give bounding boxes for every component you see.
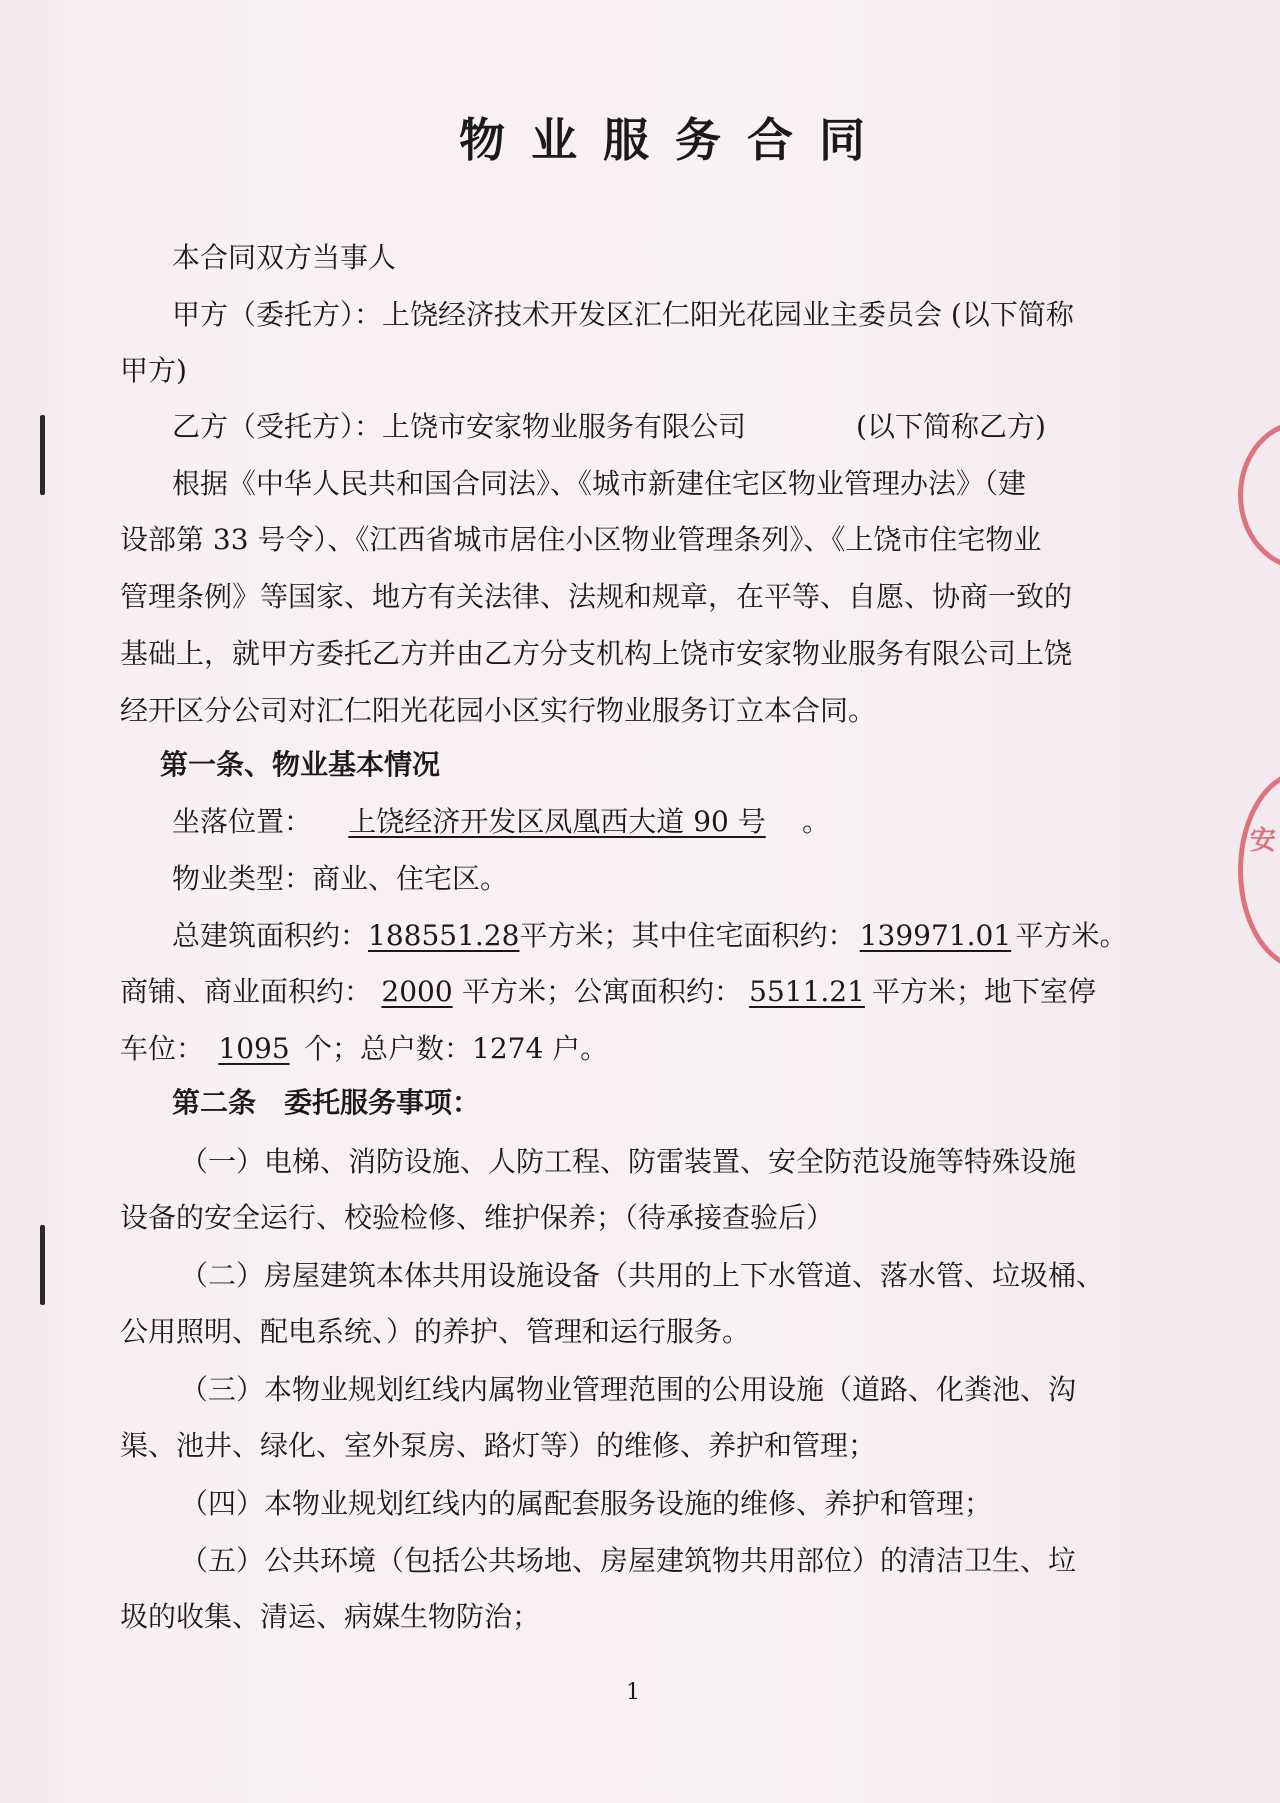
apartment-area-value: 5511.21 bbox=[749, 975, 865, 1008]
location-label: 坐落位置： bbox=[172, 805, 313, 838]
item-3-line-1: （三）本物业规划红线内属物业管理范围的公用设施（道路、化粪池、沟 bbox=[180, 1373, 1077, 1406]
item-1-line-1: （一）电梯、消防设施、人防工程、防雷装置、安全防范设施等特殊设施 bbox=[180, 1145, 1077, 1178]
seal-stamp bbox=[1238, 420, 1280, 570]
location-line: 坐落位置： 上饶经济开发区凤凰西大道 90 号 。 bbox=[172, 802, 830, 842]
item-2-line-2: 公用照明、配电系统、）的养护、管理和运行服务。 bbox=[120, 1315, 751, 1348]
basis-line-2: 设部第 33 号令）、《江西省城市居住小区物业管理条列》、《上饶市住宅物业 bbox=[120, 523, 1042, 556]
total-area-value: 188551.28 bbox=[368, 919, 520, 952]
basis-line-4: 基础上，就甲方委托乙方并由乙方分支机构上饶市安家物业服务有限公司上饶 bbox=[120, 637, 1073, 670]
parking-value: 1095 bbox=[218, 1032, 290, 1065]
item-3-line-2: 渠、池井、绿化、室外泵房、路灯等）的维修、养护和管理； bbox=[120, 1429, 877, 1462]
item-5-line-1: （五）公共环境（包括公共场地、房屋建筑物共用部位）的清洁卫生、垃 bbox=[180, 1544, 1077, 1577]
parties-heading: 本合同双方当事人 bbox=[172, 241, 397, 274]
party-a-line-2: 甲方) bbox=[120, 354, 187, 387]
party-b-line bbox=[172, 407, 1046, 447]
page-title: 物业服务合同 bbox=[459, 113, 891, 167]
party-a-line-1: 甲方（委托方）：上饶经济技术开发区汇仁阳光花园业主委员会 (以下简称 bbox=[172, 298, 1074, 331]
seal-stamp bbox=[1238, 770, 1280, 970]
area-line-3: 车位： 1095 个；总户数：1274 户。 bbox=[120, 1029, 608, 1069]
item-2-line-1: （二）房屋建筑本体共用设施设备（共用的上下水管道、落水管、垃圾桶、 bbox=[180, 1259, 1105, 1292]
party-b-text: 乙方（受托方）：上饶市安家物业服务有限公司 bbox=[172, 410, 747, 443]
residential-area-value: 139971.01 bbox=[859, 919, 1012, 952]
party-b-short-name: (以下简称乙方) bbox=[856, 410, 1046, 443]
property-type-line: 物业类型：商业、住宅区。 bbox=[172, 862, 509, 895]
basis-line-5: 经开区分公司对汇仁阳光花园小区实行物业服务订立本合同。 bbox=[120, 694, 877, 727]
item-5-line-2: 圾的收集、清运、病媒生物防治； bbox=[120, 1600, 541, 1633]
basis-line-3: 管理条例》等国家、地方有关法律、法规和规章，在平等、自愿、协商一致的 bbox=[120, 580, 1073, 613]
binding-staple-mark bbox=[40, 415, 45, 495]
seal-stamp-text: 安 bbox=[1250, 826, 1277, 856]
basis-line-1: 根据《中华人民共和国合同法》、《城市新建住宅区物业管理办法》（建 bbox=[172, 467, 1027, 500]
area-line-1: 总建筑面积约：188551.28平方米；其中住宅面积约： 139971.01 平方米。 bbox=[172, 916, 1127, 956]
binding-staple-mark bbox=[40, 1225, 45, 1305]
article-2-heading: 第二条 委托服务事项： bbox=[172, 1086, 481, 1119]
commercial-area-value: 2000 bbox=[381, 975, 453, 1008]
location-value: 上饶经济开发区凤凰西大道 90 号 bbox=[348, 805, 766, 838]
page-number: 1 bbox=[626, 1680, 640, 1705]
article-1-heading: 第一条、物业基本情况 bbox=[160, 748, 441, 781]
item-4-line-1: （四）本物业规划红线内的属配套服务设施的维修、养护和管理； bbox=[180, 1487, 993, 1520]
area-line-2: 商铺、商业面积约： 2000 平方米；公寓面积约： 5511.21 平方米；地下室停 bbox=[120, 972, 1096, 1012]
item-1-line-2: 设备的安全运行、校验检修、维护保养；（待承接查验后） bbox=[120, 1201, 835, 1234]
